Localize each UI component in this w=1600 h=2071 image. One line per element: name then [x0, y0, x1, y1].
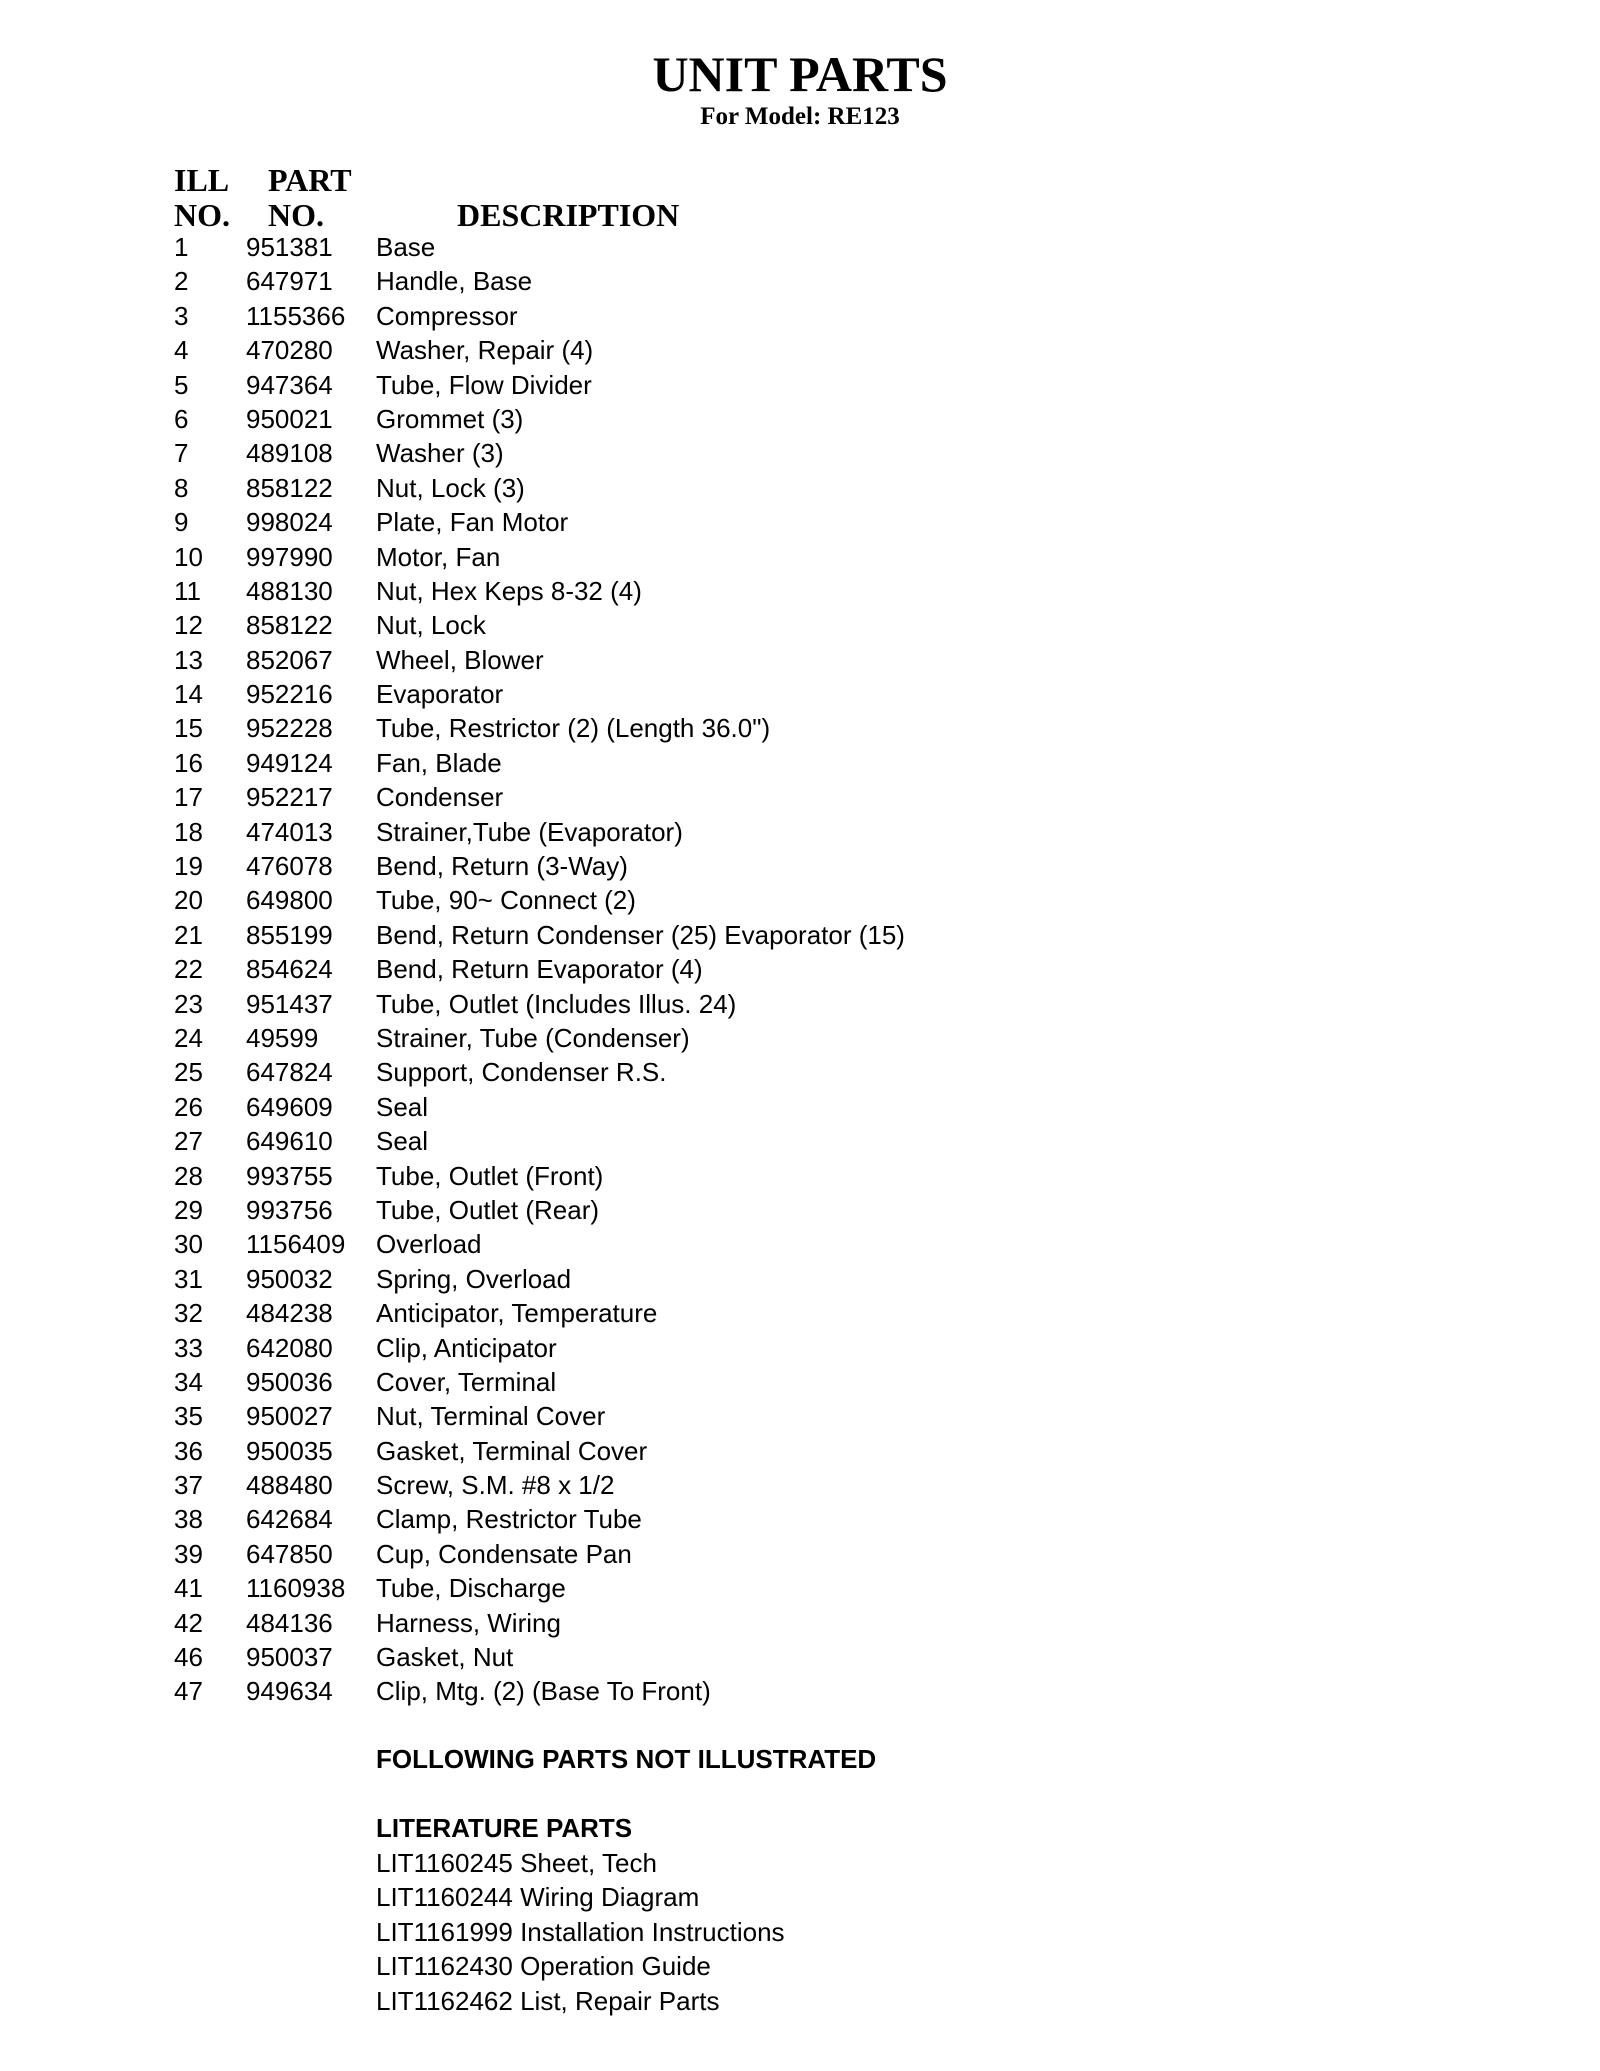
ill-number: 10	[174, 541, 203, 572]
header-part-line2: NO.	[268, 197, 324, 233]
ill-number: 27	[174, 1126, 203, 1157]
part-number: 951437	[246, 988, 333, 1019]
ill-number: 39	[174, 1538, 203, 1569]
part-description: Seal	[376, 1091, 429, 1122]
literature-item: LIT1160244 Wiring Diagram	[376, 1882, 700, 1913]
part-description: Harness, Wiring	[376, 1607, 561, 1638]
part-description: Anticipator, Temperature	[376, 1298, 658, 1329]
part-description: Tube, Flow Divider	[376, 369, 592, 400]
part-description: Tube, Outlet (Includes Illus. 24)	[376, 988, 737, 1019]
ill-number: 8	[174, 472, 189, 503]
part-number: 642080	[246, 1332, 333, 1363]
part-number: 488480	[246, 1470, 333, 1501]
ill-number: 26	[174, 1091, 203, 1122]
not-illustrated-heading: FOLLOWING PARTS NOT ILLUSTRATED	[376, 1744, 877, 1774]
part-number: 474013	[246, 816, 333, 847]
ill-number: 21	[174, 919, 203, 950]
part-number: 1160938	[246, 1573, 346, 1604]
ill-number: 19	[174, 851, 203, 882]
ill-number: 7	[174, 438, 189, 469]
part-description: Cup, Condensate Pan	[376, 1538, 632, 1569]
part-number: 952228	[246, 713, 333, 744]
part-number: 647824	[246, 1057, 333, 1088]
ill-number: 24	[174, 1022, 203, 1053]
part-description: Wheel, Blower	[376, 644, 544, 675]
part-description: Clip, Anticipator	[376, 1332, 557, 1363]
part-number: 947364	[246, 369, 333, 400]
part-description: Nut, Terminal Cover	[376, 1401, 606, 1432]
part-description: Grommet (3)	[376, 403, 524, 434]
part-description: Washer, Repair (4)	[376, 335, 594, 366]
part-description: Washer (3)	[376, 438, 504, 469]
ill-number: 47	[174, 1676, 203, 1707]
page-title: UNIT PARTS	[652, 46, 948, 102]
part-description: Gasket, Terminal Cover	[376, 1435, 648, 1466]
part-description: Nut, Lock (3)	[376, 472, 525, 503]
part-number: 854624	[246, 954, 333, 985]
ill-number: 14	[174, 679, 203, 710]
ill-number: 15	[174, 713, 203, 744]
ill-number: 5	[174, 369, 189, 400]
part-description: Gasket, Nut	[376, 1642, 514, 1673]
part-number: 950032	[246, 1263, 333, 1294]
ill-number: 18	[174, 816, 203, 847]
part-description: Tube, Outlet (Rear)	[376, 1194, 600, 1225]
ill-number: 29	[174, 1194, 203, 1225]
literature-heading: LITERATURE PARTS	[376, 1813, 633, 1843]
part-number: 649609	[246, 1091, 333, 1122]
model-subtitle: For Model: RE123	[700, 103, 900, 130]
ill-number: 20	[174, 885, 203, 916]
ill-number: 4	[174, 335, 189, 366]
part-number: 950037	[246, 1642, 333, 1673]
ill-number: 25	[174, 1057, 203, 1088]
header-description: DESCRIPTION	[457, 197, 680, 233]
part-number: 649610	[246, 1126, 333, 1157]
ill-number: 37	[174, 1470, 203, 1501]
part-number: 489108	[246, 438, 333, 469]
part-number: 484238	[246, 1298, 333, 1329]
ill-number: 42	[174, 1607, 203, 1638]
part-number: 952216	[246, 679, 333, 710]
ill-number: 31	[174, 1263, 203, 1294]
part-description: Tube, Discharge	[376, 1573, 566, 1604]
part-description: Nut, Lock	[376, 610, 486, 641]
part-number: 997990	[246, 541, 333, 572]
part-number: 950027	[246, 1401, 333, 1432]
part-description: Base	[376, 232, 436, 262]
part-description: Tube, 90~ Connect (2)	[376, 885, 636, 916]
part-number: 858122	[246, 472, 333, 503]
literature-item: LIT1161999 Installation Instructions	[376, 1916, 785, 1947]
part-number: 950021	[246, 403, 333, 434]
part-number: 470280	[246, 335, 333, 366]
part-number: 1155366	[246, 300, 346, 331]
part-number: 950036	[246, 1366, 333, 1397]
ill-number: 6	[174, 403, 189, 434]
part-description: Compressor	[376, 300, 518, 331]
ill-number: 9	[174, 507, 189, 538]
part-description: Clamp, Restrictor Tube	[376, 1504, 642, 1535]
literature-item: LIT1162462 List, Repair Parts	[376, 1985, 720, 2016]
part-description: Nut, Hex Keps 8-32 (4)	[376, 575, 642, 606]
part-description: Strainer, Tube (Condenser)	[376, 1022, 690, 1053]
ill-number: 28	[174, 1160, 203, 1191]
ill-number: 46	[174, 1642, 203, 1673]
part-description: Plate, Fan Motor	[376, 507, 569, 538]
part-number: 855199	[246, 919, 333, 950]
ill-number: 1	[174, 232, 189, 262]
part-number: 852067	[246, 644, 333, 675]
header-ill-line1: ILL	[174, 162, 230, 198]
ill-number: 16	[174, 747, 203, 778]
part-description: Spring, Overload	[376, 1263, 572, 1294]
part-number: 647850	[246, 1538, 333, 1569]
ill-number: 22	[174, 954, 203, 985]
part-description: Tube, Restrictor (2) (Length 36.0")	[376, 713, 771, 744]
ill-number: 32	[174, 1298, 203, 1329]
part-number: 950035	[246, 1435, 333, 1466]
part-number: 949634	[246, 1676, 333, 1707]
part-description: Handle, Base	[376, 266, 533, 297]
part-number: 49599	[246, 1022, 319, 1053]
part-description: Seal	[376, 1126, 429, 1157]
part-description: Bend, Return (3-Way)	[376, 851, 628, 882]
ill-number: 13	[174, 644, 203, 675]
part-number: 993756	[246, 1194, 333, 1225]
ill-number: 17	[174, 782, 203, 813]
ill-number: 23	[174, 988, 203, 1019]
part-number: 647971	[246, 266, 333, 297]
ill-number: 38	[174, 1504, 203, 1535]
ill-number: 3	[174, 300, 189, 331]
part-description: Overload	[376, 1229, 482, 1260]
part-description: Bend, Return Condenser (25) Evaporator (15)	[376, 919, 905, 950]
literature-item: LIT1160245 Sheet, Tech	[376, 1848, 657, 1878]
part-description: Support, Condenser R.S.	[376, 1057, 667, 1088]
part-description: Cover, Terminal	[376, 1366, 557, 1397]
header-ill-line2: NO.	[174, 197, 230, 233]
part-description: Strainer,Tube (Evaporator)	[376, 816, 683, 847]
part-description: Tube, Outlet (Front)	[376, 1160, 604, 1191]
part-number: 642684	[246, 1504, 333, 1535]
part-number: 993755	[246, 1160, 333, 1191]
part-number: 476078	[246, 851, 333, 882]
literature-item: LIT1162430 Operation Guide	[376, 1951, 711, 1982]
part-description: Clip, Mtg. (2) (Base To Front)	[376, 1676, 711, 1707]
part-number: 998024	[246, 507, 333, 538]
part-description: Fan, Blade	[376, 747, 502, 778]
part-description: Motor, Fan	[376, 541, 501, 572]
part-number: 951381	[246, 232, 333, 262]
part-number: 649800	[246, 885, 333, 916]
ill-number: 35	[174, 1401, 203, 1432]
part-description: Screw, S.M. #8 x 1/2	[376, 1470, 615, 1501]
part-description: Condenser	[376, 782, 504, 813]
part-number: 488130	[246, 575, 333, 606]
ill-number: 34	[174, 1366, 203, 1397]
part-number: 484136	[246, 1607, 333, 1638]
part-number: 952217	[246, 782, 333, 813]
ill-number: 33	[174, 1332, 203, 1363]
part-number: 1156409	[246, 1229, 346, 1260]
ill-number: 12	[174, 610, 203, 641]
ill-number: 36	[174, 1435, 203, 1466]
part-description: Bend, Return Evaporator (4)	[376, 954, 703, 985]
part-number: 858122	[246, 610, 333, 641]
header-part-line1: PART	[268, 162, 352, 198]
part-description: Evaporator	[376, 679, 504, 710]
ill-number: 2	[174, 266, 189, 297]
part-number: 949124	[246, 747, 333, 778]
ill-number: 30	[174, 1229, 203, 1260]
ill-number: 41	[174, 1573, 203, 1604]
ill-number: 11	[174, 575, 201, 606]
